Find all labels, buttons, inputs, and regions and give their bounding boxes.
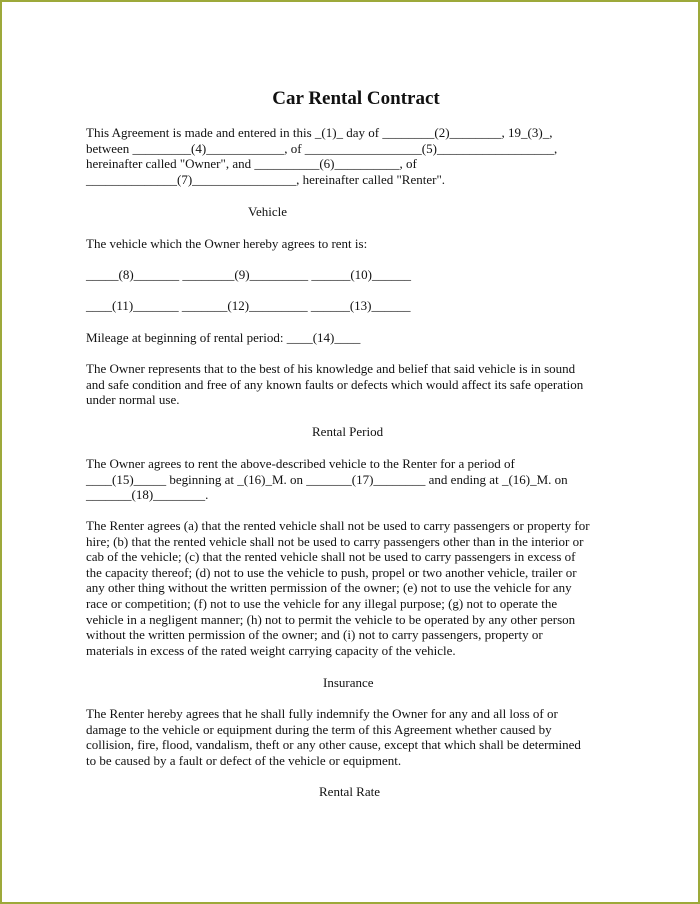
renter-agrees-paragraph xyxy=(86,518,631,658)
mileage-line: Mileage at beginning of rental period: ____(14)____ xyxy=(86,330,361,345)
renter-agrees-line: The Renter agrees (a) that the rented vehicle shall not be used to carry passengers or property for xyxy=(86,518,590,533)
owner-represents-line: under normal use. xyxy=(86,392,180,408)
intro-line: This Agreement is made and entered in this _(1)_ day of ________(2)________, 19_(3)_, xyxy=(86,125,553,140)
renter-agrees-line: cab of the vehicle; (c) that the rented vehicle shall not be used to carry passengers in excess of xyxy=(86,549,576,565)
renter-agrees-line: without the written permission of the owner; and (i) not to carry passengers, property or xyxy=(86,627,543,643)
renter-agrees-line: the capacity thereof; (d) not to use the vehicle to push, propel or two another vehicle, trailer or xyxy=(86,564,577,580)
insurance-line: damage to the vehicle or equipment during the term of this Agreement whether caused by xyxy=(86,721,552,737)
rental-period-paragraph xyxy=(86,456,631,503)
intro-line: ______________(7)________________, hereinafter called "Renter". xyxy=(86,171,445,187)
owner-represents-line: The Owner represents that to the best of his knowledge and belief that said vehicle is in sound xyxy=(86,361,576,376)
document-title: Car Rental Contract xyxy=(272,88,440,109)
renter-agrees-line: any other thing without the written permission of the owner; (e) not to use the vehicle for any xyxy=(86,580,572,596)
owner-represents-paragraph xyxy=(86,361,631,408)
insurance-paragraph xyxy=(86,706,631,768)
renter-agrees-line: vehicle in a negligent manner; (h) not to permit the vehicle to be operated by any other person xyxy=(86,611,576,627)
vehicle-intro: The vehicle which the Owner hereby agrees to rent is: xyxy=(86,236,368,251)
rental-period-line: The Owner agrees to rent the above-described vehicle to the Renter for a period of xyxy=(86,456,515,471)
heading-insurance: Insurance xyxy=(323,675,374,690)
vehicle-line-1: _____(8)_______ ________(9)_________ ______(10)______ xyxy=(86,267,411,282)
vehicle-line-2: ____(11)_______ _______(12)_________ ______(13)______ xyxy=(86,298,411,313)
rental-period-line: _______(18)________. xyxy=(86,487,209,503)
rental-period-line: ____(15)_____ beginning at _(16)_M. on _______(17)________ and ending at _(16)_M. on xyxy=(86,471,568,487)
renter-agrees-line: materials in excess of the rated weight carrying capacity of the vehicle. xyxy=(86,642,456,658)
insurance-line: The Renter hereby agrees that he shall fully indemnify the Owner for any and all loss of or xyxy=(86,706,558,721)
intro-line: hereinafter called "Owner", and __________(6)__________, of xyxy=(86,156,417,172)
renter-agrees-line: race or competition; (f) not to use the vehicle for any illegal purpose; (g) not to operate the xyxy=(86,595,558,611)
intro-line: between _________(4)____________, of __________________(5)__________________, xyxy=(86,140,558,156)
heading-vehicle: Vehicle xyxy=(248,204,287,219)
insurance-line: collision, fire, flood, vandalism, theft or any other cause, except that which shall be determined xyxy=(86,737,581,753)
owner-represents-line: and safe condition and free of any known faults or defects which would affect its safe operation xyxy=(86,376,584,392)
heading-rental-rate: Rental Rate xyxy=(319,784,381,799)
intro-paragraph xyxy=(86,125,631,187)
insurance-line: to be caused by a fault or defect of the vehicle or equipment. xyxy=(86,752,402,768)
heading-rental-period: Rental Period xyxy=(312,424,384,439)
renter-agrees-line: hire; (b) that the rented vehicle shall not be used to carry passengers other than in the interior or xyxy=(86,533,584,549)
